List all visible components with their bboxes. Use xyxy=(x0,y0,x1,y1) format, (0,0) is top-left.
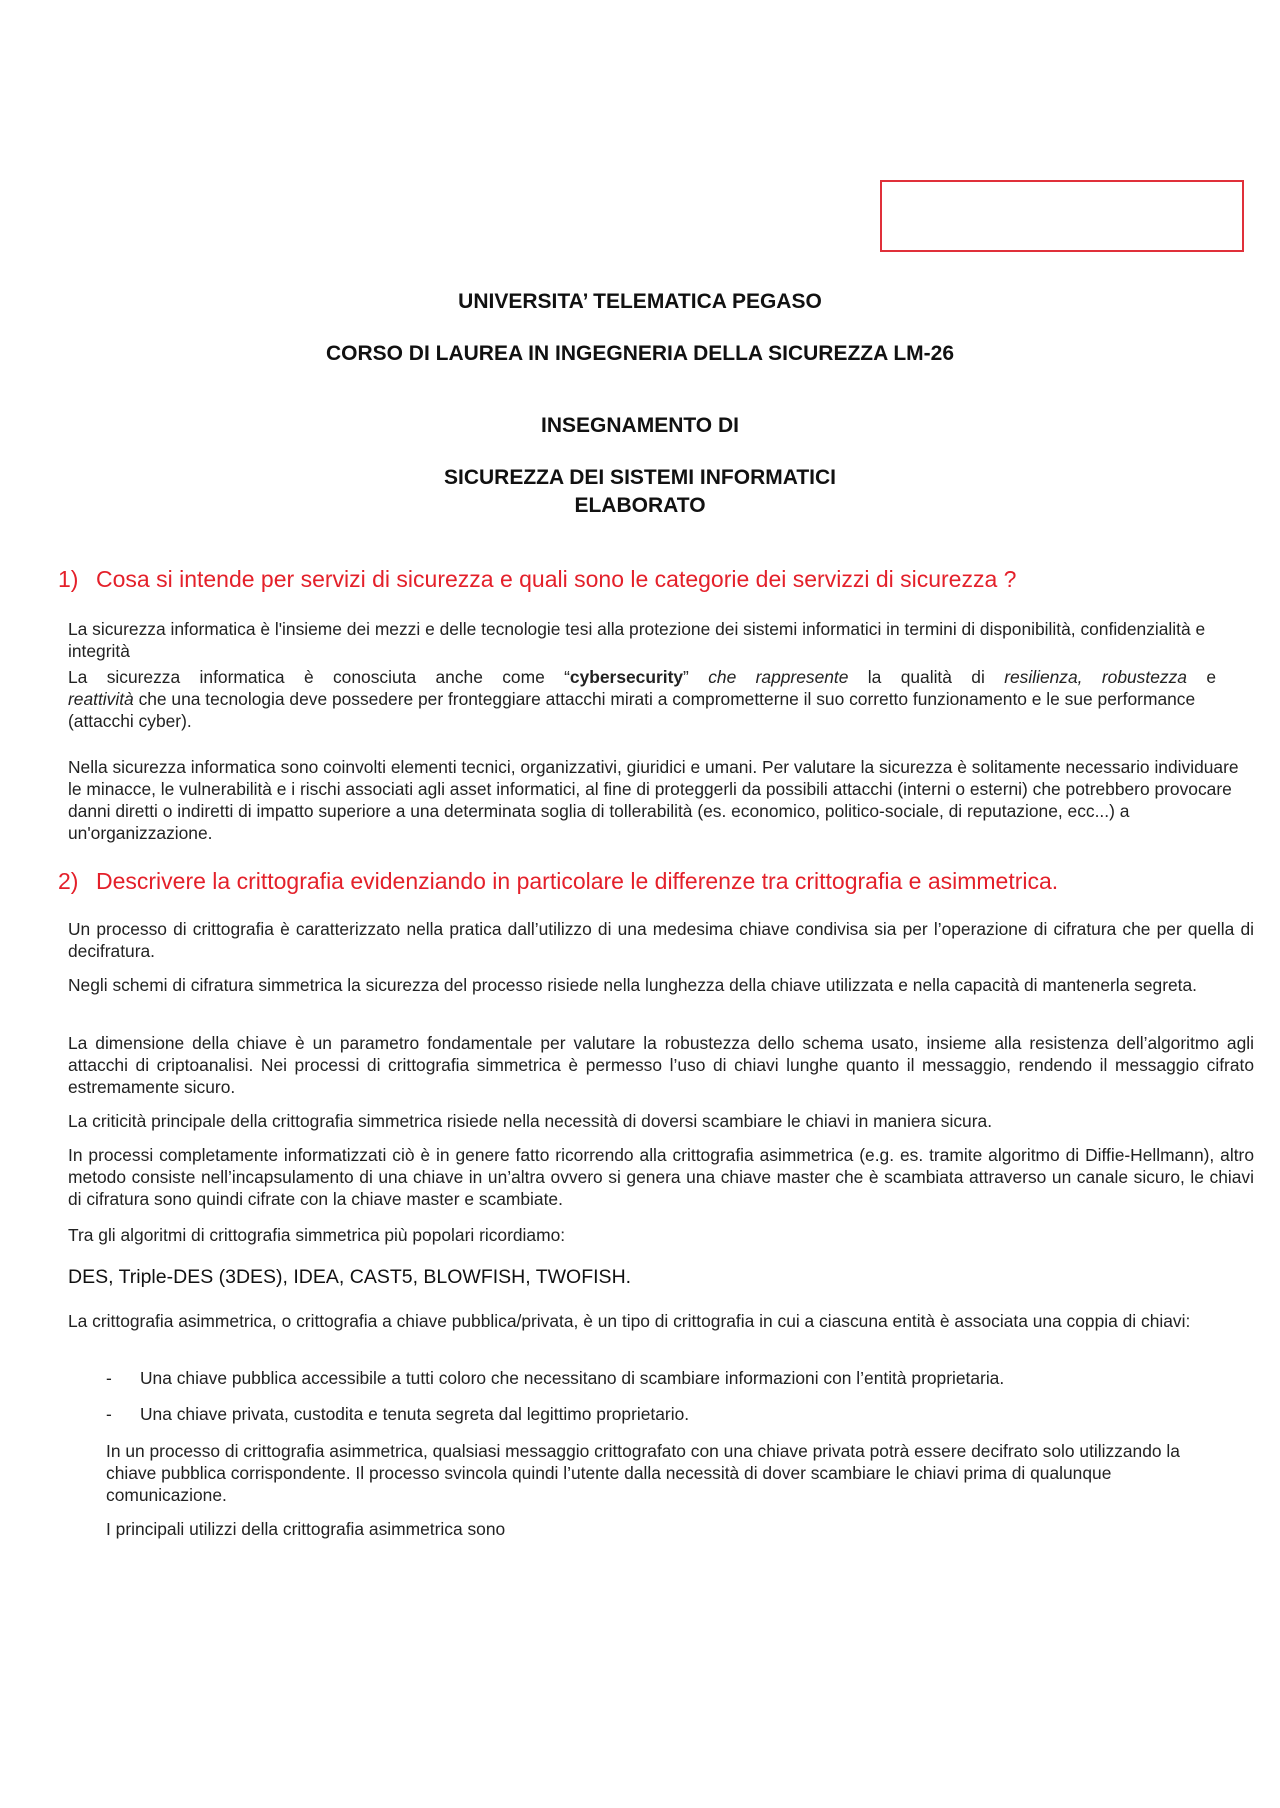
teaching-title: INSEGNAMENTO DI xyxy=(541,414,739,437)
q1-p2-text-a: La sicurezza informatica è conosciuta anche come “ xyxy=(68,667,570,687)
q2-paragraph-3: La dimensione della chiave è un parametro fondamentale per valutare la robustezza dello schema usato, insieme alla resistenza dell’algoritmo agli attacchi di criptoanalisi. Nei processi di crittografia simmetrica è permesso l’uso di chiavi lunghe quanto il messaggio, rendendo il messaggio cifrato estremamente sicuro. xyxy=(68,1033,1254,1097)
q1-p2-bold: cybersecurity xyxy=(569,667,684,687)
question-2-number: 2) xyxy=(58,868,79,894)
list-item xyxy=(106,1368,1004,1389)
bullet-text: Una chiave privata, custodita e tenuta segreta dal legittimo proprietario. xyxy=(140,1404,690,1424)
q1-paragraph-3: Nella sicurezza informatica sono coinvolti elementi tecnici, organizzativi, giuridici e umani. Per valutare la sicurezza è solitamente necessario individuare le minacce, le vulnerabilità e i rischi associati agli asset informatici, al fine di proteggerli da possibili attacchi (interni o esterni) che potrebbero provocare danni diretti o indiretti di impatto superiore a una determinata soglia di tollerabilità (es. economico, politico-sociale, di reputazione, ecc...) a un'organizzazione. xyxy=(68,757,1239,843)
q1-paragraph-1: La sicurezza informatica è l'insieme dei mezzi e delle tecnologie tesi alla protezione dei sistemi informatici in termini di disponibilità, confidenzialità e integrità xyxy=(68,619,1206,661)
q1-p2-italic-3: reattività xyxy=(68,689,134,709)
q1-p2-text-d: e xyxy=(1186,667,1216,687)
subject-name: SICUREZZA DEI SISTEMI INFORMATICI xyxy=(444,466,836,489)
bullet-dash: - xyxy=(106,1404,112,1424)
q1-p2-italic: che rappresente xyxy=(708,667,849,687)
q1-p2-text-c: la qualità di xyxy=(848,667,1005,687)
document-type: ELABORATO xyxy=(574,494,706,517)
question-1-number: 1) xyxy=(58,566,79,592)
q2-paragraph-8: In un processo di crittografia asimmetrica, qualsiasi messaggio crittografato con una chiave privata potrà essere decifrato solo utilizzando la chiave pubblica corrispondente. Il processo svincola quindi l’utente dalla necessità di dover scambiare le chiavi prima di qualunque comunicazione. xyxy=(106,1441,1180,1505)
q1-paragraph-2a xyxy=(68,666,1216,688)
q2-paragraph-5: In processi completamente informatizzati ciò è in genere fatto ricorrendo alla crittografia asimmetrica (e.g. es. tramite algoritmo di Diffie-Hellmann), altro metodo consiste nell’incapsulamento di una chiave in un’altra ovvero si genera una chiave master che è scambiata attraverso un canale sicuro, le chiavi di cifratura sono quindi cifrate con la chiave master e scambiate. xyxy=(68,1145,1254,1209)
q2-paragraph-9: I principali utilizzi della crittografia asimmetrica sono xyxy=(106,1519,506,1539)
symmetric-algorithms-list: DES, Triple-DES (3DES), IDEA, CAST5, BLOWFISH, TWOFISH. xyxy=(68,1266,632,1288)
bullet-text: Una chiave pubblica accessibile a tutti coloro che necessitano di scambiare informazioni con l’entità proprietaria. xyxy=(140,1368,1005,1388)
university-title: UNIVERSITA’ TELEMATICA PEGASO xyxy=(458,290,822,313)
question-1-text: Cosa si intende per servizi di sicurezza e quali sono le categorie dei servizzi di sicurezza ? xyxy=(96,566,1017,592)
question-2-text: Descrivere la crittografia evidenziando in particolare le differenze tra crittografia e asimmetrica. xyxy=(96,868,1059,894)
q1-p2-text-e: che una tecnologia deve possedere per fronteggiare attacchi mirati a comprometterne il suo corretto funzionamento e le sue performance (attacchi cyber). xyxy=(68,689,1196,731)
q2-paragraph-2: Negli schemi di cifratura simmetrica la sicurezza del processo risiede nella lunghezza della chiave utilizzata e nella capacità di mantenerla segreta. xyxy=(68,975,1198,995)
q2-paragraph-7: La crittografia asimmetrica, o crittografia a chiave pubblica/privata, è un tipo di crittografia in cui a ciascuna entità è associata una coppia di chiavi: xyxy=(68,1311,1191,1331)
name-box xyxy=(880,180,1244,252)
question-1-title xyxy=(58,566,1016,593)
list-item xyxy=(106,1404,689,1425)
q1-p2-text-b: ” xyxy=(683,667,709,687)
subject-title xyxy=(0,464,1280,520)
bullet-dash: - xyxy=(106,1368,112,1388)
course-title: CORSO DI LAUREA IN INGEGNERIA DELLA SICUREZZA LM-26 xyxy=(325,342,955,365)
q1-p2-italic-2: resilienza, robustezza xyxy=(1004,667,1187,687)
q2-paragraph-4: La criticità principale della crittografia simmetrica risiede nella necessità di doversi scambiare le chiavi in maniera sicura. xyxy=(68,1111,993,1131)
q1-paragraph-2b xyxy=(68,688,1254,732)
q2-paragraph-6: Tra gli algoritmi di crittografia simmetrica più popolari ricordiamo: xyxy=(68,1225,566,1245)
q2-paragraph-1: Un processo di crittografia è caratterizzato nella pratica dall’utilizzo di una medesima chiave condivisa sia per l’operazione di cifratura che per quella di decifratura. xyxy=(68,919,1254,961)
question-2-title xyxy=(58,868,1058,895)
